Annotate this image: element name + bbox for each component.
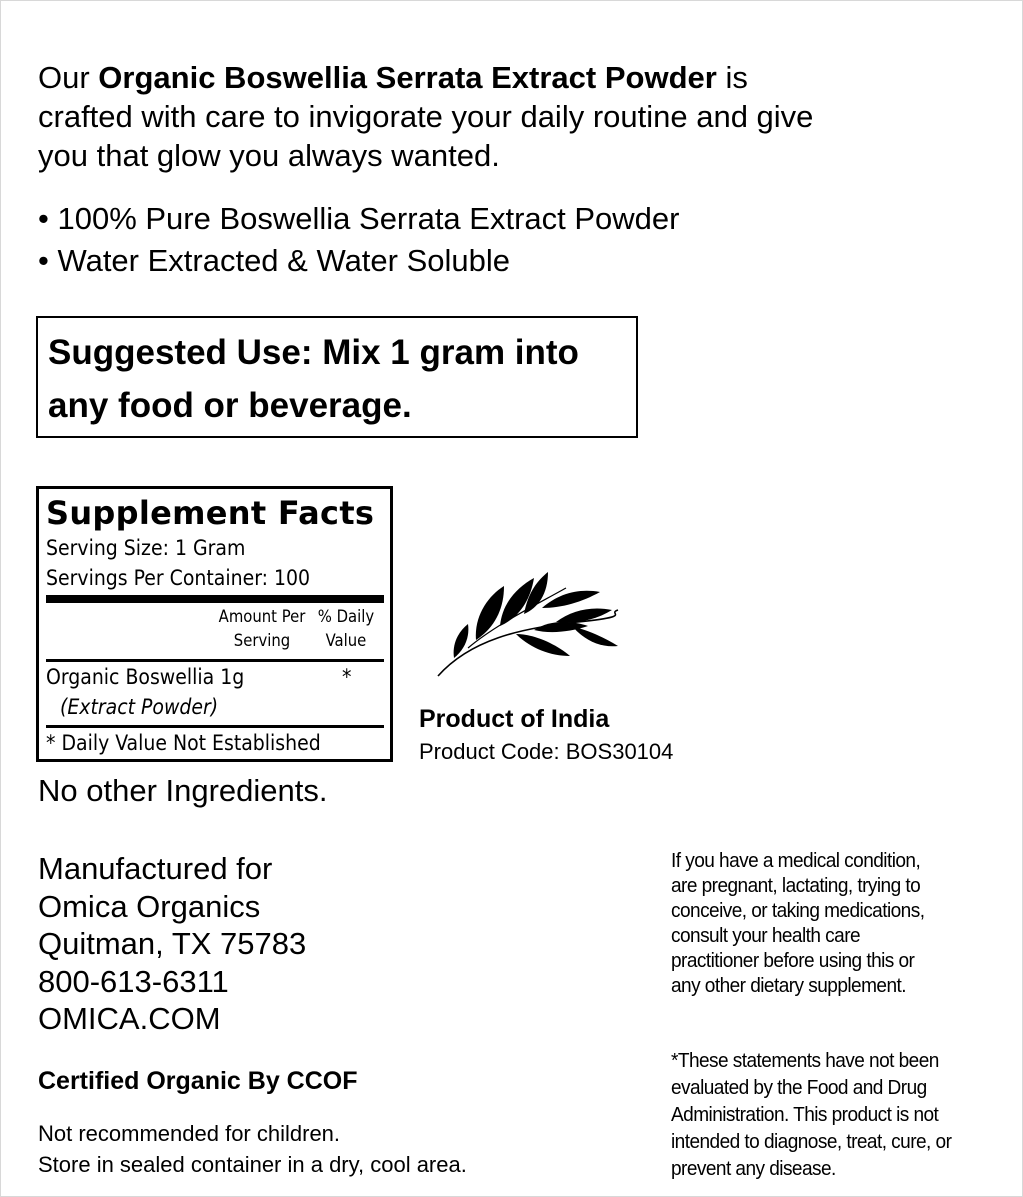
leaf-shape	[556, 609, 612, 623]
thick-divider	[46, 595, 384, 603]
leaf-shape	[542, 591, 600, 608]
leaf-shape	[516, 634, 570, 656]
ingredient-row	[46, 662, 386, 725]
company-phone: 800-613-6311	[38, 963, 229, 999]
storage-instructions: Store in sealed container in a dry, cool area.	[38, 1152, 467, 1177]
feature-item: • 100% Pure Boswellia Serrata Extract Powder	[38, 201, 680, 236]
suggested-use-box	[36, 316, 638, 438]
warning-line: any other dietary supplement.	[671, 974, 906, 997]
serving-size: Serving Size: 1 Gram	[46, 536, 246, 560]
ingredient-daily-value: *	[342, 665, 352, 689]
warning-line: are pregnant, lactating, trying to	[671, 874, 921, 897]
warning-line: consult your health care	[671, 924, 861, 947]
intro-paragraph	[38, 58, 838, 175]
certification: Certified Organic By CCOF	[38, 1067, 358, 1095]
dv-header-line: % Daily	[317, 607, 375, 626]
ingredient-form: (Extract Powder)	[60, 695, 219, 719]
product-origin: Product of India	[419, 705, 610, 733]
disclaimer-line: intended to diagnose, treat, cure, or	[671, 1130, 952, 1153]
warning-line: practitioner before using this or	[671, 949, 915, 972]
dv-header-line: Value	[325, 631, 367, 650]
leaf-shape	[572, 626, 618, 646]
company-name: Omica Organics	[38, 888, 261, 924]
company-address: Quitman, TX 75783	[38, 926, 307, 961]
product-name: Organic Boswellia Serrata Extract Powder	[98, 60, 717, 95]
warning-line: If you have a medical condition,	[671, 849, 921, 872]
medical-warning	[671, 848, 987, 998]
product-code: Product Code: BOS30104	[419, 739, 674, 764]
supplement-facts-panel	[36, 486, 393, 762]
feature-item: • Water Extracted & Water Soluble	[38, 243, 511, 278]
manufactured-for: Manufactured for	[38, 851, 273, 886]
disclaimer-line: Administration. This product is not	[671, 1103, 939, 1126]
feature-list	[38, 198, 679, 282]
amount-header-line: Serving	[233, 631, 291, 650]
ingredient-name: Organic Boswellia 1g	[46, 665, 245, 689]
disclaimer-line: *These statements have not been	[671, 1049, 939, 1072]
disclaimer-line: prevent any disease.	[671, 1157, 836, 1180]
leaf-branch-icon	[432, 570, 624, 682]
warning-line: conceive, or taking medications,	[671, 899, 925, 922]
supplement-facts-title: Supplement Facts	[46, 494, 375, 532]
children-warning: Not recommended for children.	[38, 1121, 341, 1146]
intro-prefix: Our	[38, 60, 99, 95]
facts-column-headers	[46, 603, 386, 659]
daily-value-header	[314, 605, 378, 653]
daily-value-footnote: * Daily Value Not Established	[46, 731, 321, 755]
amount-per-serving-header	[214, 605, 310, 653]
storage-notes	[38, 1118, 467, 1180]
suggested-use-line: any food or beverage.	[48, 386, 412, 425]
intro-suffix: is crafted with care to invigorate your daily routine and give you that glow you always wanted.	[38, 60, 814, 173]
manufacturer-block	[38, 850, 306, 1038]
servings-per-container: Servings Per Container: 100	[46, 566, 311, 590]
company-website: OMICA.COM	[38, 1001, 221, 1036]
suggested-use-line: Suggested Use: Mix 1 gram into	[48, 333, 579, 372]
no-other-ingredients: No other Ingredients.	[38, 773, 328, 808]
fda-disclaimer	[671, 1047, 997, 1182]
disclaimer-line: evaluated by the Food and Drug	[671, 1076, 927, 1099]
amount-header-line: Amount Per	[218, 607, 306, 626]
